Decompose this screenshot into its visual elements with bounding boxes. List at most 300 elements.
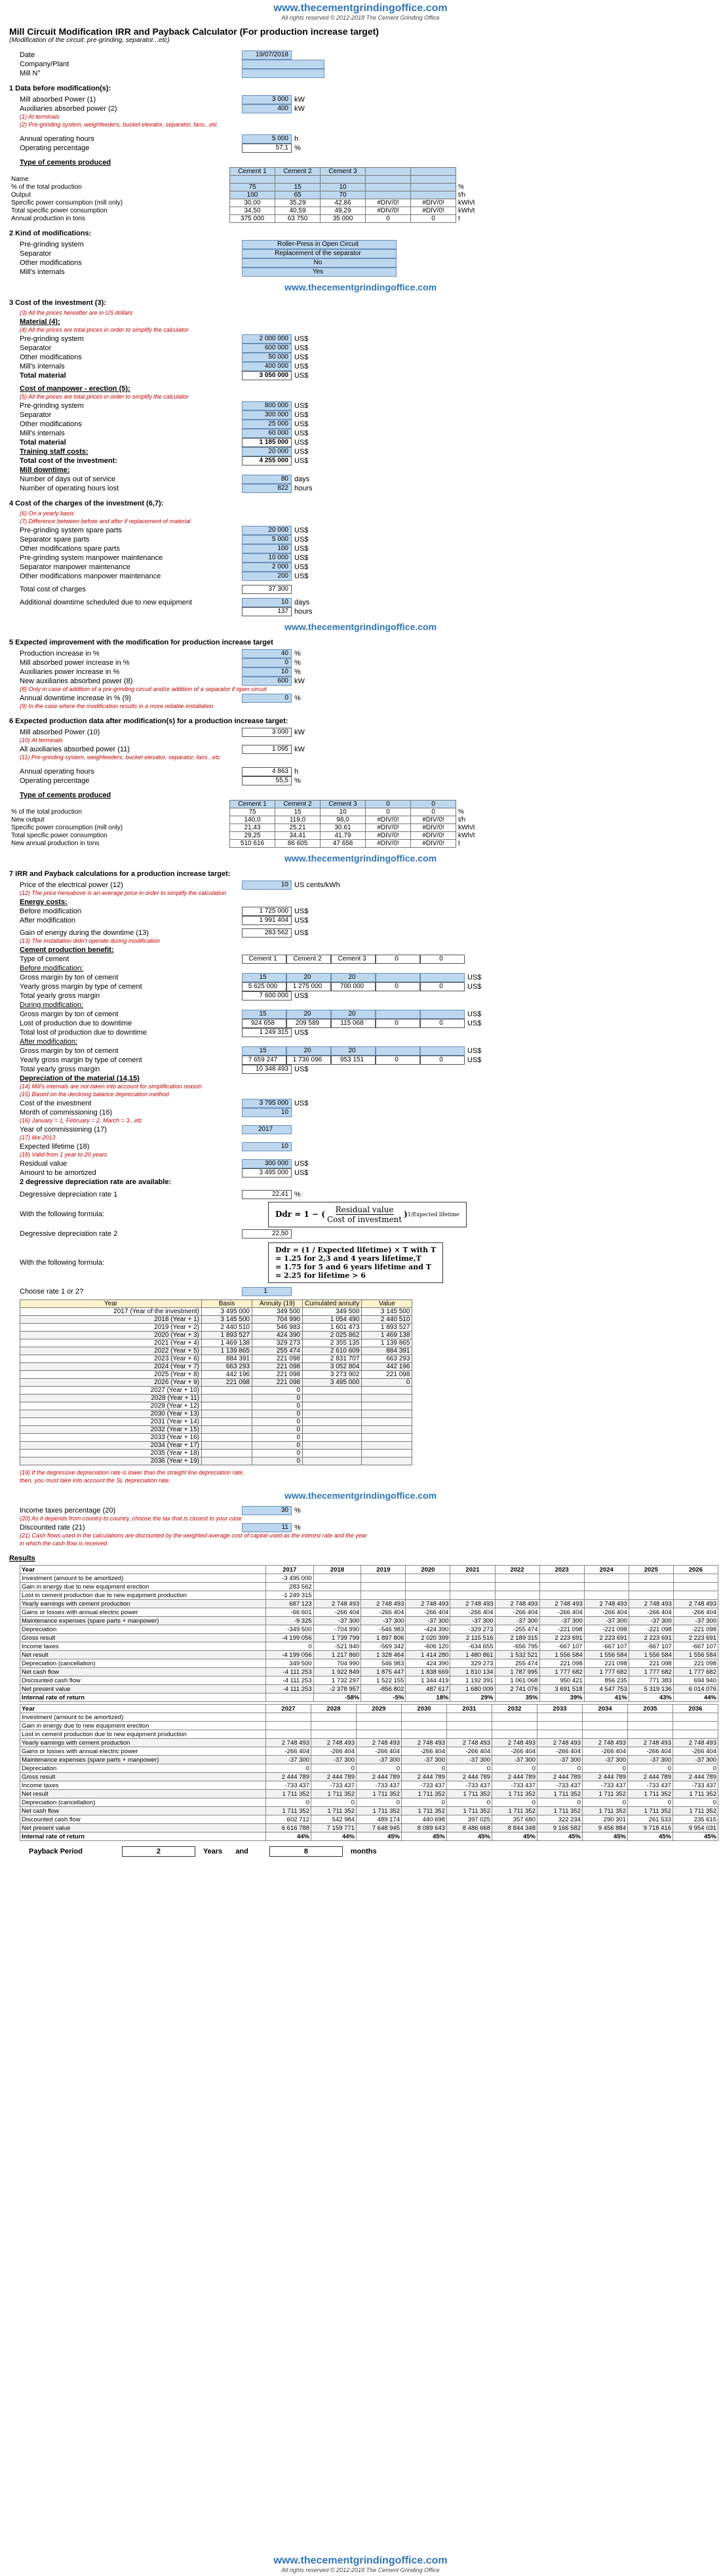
cell: 2 748 493: [406, 1600, 450, 1608]
row-label: Gross result: [20, 1634, 266, 1642]
value-input[interactable]: 5 000: [242, 535, 292, 544]
value-input[interactable]: 50 000: [242, 353, 292, 362]
note: (17) like 2013: [20, 1134, 56, 1141]
row-label: Gross result: [20, 1773, 266, 1781]
discount-input[interactable]: 11: [242, 1523, 292, 1532]
cell: 0: [366, 215, 411, 223]
info-input[interactable]: [242, 69, 324, 78]
price-input[interactable]: 10: [242, 881, 292, 890]
cell[interactable]: 75: [230, 184, 275, 191]
additional-downtime-input[interactable]: 10: [242, 598, 292, 607]
row-label: Depreciation (cancellation): [20, 1798, 266, 1807]
cell: [362, 1410, 412, 1418]
cell: 0: [402, 1764, 447, 1773]
label: Pre-grinding system: [20, 335, 84, 343]
cell[interactable]: 100: [230, 191, 275, 199]
cell: -37 300: [357, 1756, 402, 1764]
value-input[interactable]: 3 000: [242, 95, 292, 104]
results-table-2: [20, 1704, 718, 1841]
value-input[interactable]: 40: [242, 649, 292, 658]
cell: 0: [266, 1764, 311, 1773]
cell[interactable]: 20: [286, 973, 331, 982]
cell: 45%: [537, 1833, 583, 1841]
formula2-line: = 1.25 for 2,3 and 4 years lifetime,T: [275, 1254, 421, 1263]
cell: -266 404: [539, 1608, 584, 1617]
cell: 221 098: [202, 1379, 252, 1387]
site-link[interactable]: www.thecementgrindingoffice.com: [284, 622, 437, 632]
unit: US$: [294, 1169, 309, 1177]
cell: 953 151: [331, 1056, 376, 1065]
cell: 1 680 009: [450, 1685, 495, 1694]
cell: [266, 1694, 314, 1702]
cell[interactable]: 65: [275, 191, 321, 199]
cell: [303, 1402, 362, 1410]
page-title: Mill Circuit Modification IRR and Payback Calculator (For production increase target): [9, 26, 379, 37]
cell: 7 159 771: [311, 1824, 357, 1833]
cell: 2 748 493: [447, 1739, 492, 1747]
cpb-row: [9, 973, 721, 982]
cell: 397 025: [447, 1815, 492, 1824]
unit: US$: [294, 545, 309, 553]
cell: 2034: [583, 1705, 628, 1713]
header-cell: Cement 1: [230, 801, 275, 808]
label: Income taxes percentage (20): [20, 1507, 116, 1515]
site-link[interactable]: www.thecementgrindingoffice.com: [284, 853, 437, 863]
label: Degressive depreciation rate 2: [20, 1230, 118, 1238]
cell[interactable]: 70: [321, 191, 366, 199]
table-row: [20, 1798, 718, 1807]
downtime-increase-input[interactable]: 0: [242, 694, 292, 703]
cell[interactable]: [420, 1046, 465, 1056]
cell[interactable]: [366, 176, 411, 184]
site-link[interactable]: www.thecementgrindingoffice.com: [284, 1490, 437, 1501]
total-manpower-row: [9, 438, 721, 447]
cell: 1 556 584: [673, 1651, 718, 1659]
section-3: [9, 299, 721, 493]
label: Gain of energy during the downtime (13): [20, 929, 149, 937]
cell: [447, 1713, 492, 1722]
cell: 1 275 000: [286, 982, 331, 991]
cell: 1 810 134: [450, 1668, 495, 1676]
cell: -704 990: [313, 1625, 361, 1634]
modification-select[interactable]: Roller-Press in Open Circuit: [242, 240, 397, 249]
cell: 2033 (Year + 16): [20, 1434, 202, 1442]
cell[interactable]: [376, 1046, 420, 1056]
cell: -221 098: [539, 1625, 584, 1634]
unit: %: [294, 668, 301, 676]
cell: 2032 (Year + 15): [20, 1426, 202, 1434]
cell: [303, 1426, 362, 1434]
site-link[interactable]: www.thecementgrindingoffice.com: [284, 282, 437, 292]
input-row: [9, 484, 721, 493]
training-input[interactable]: 20 000: [242, 447, 292, 456]
cell: [673, 1722, 718, 1730]
cell[interactable]: 20: [286, 1046, 331, 1056]
cell: 3 691 518: [539, 1685, 584, 1694]
cell[interactable]: [420, 973, 465, 982]
value-input[interactable]: 60 000: [242, 429, 292, 438]
page-subtitle: (Modification of the circuit: pre-grinding, separator...etc): [9, 37, 170, 44]
cell[interactable]: [411, 184, 456, 191]
value-input[interactable]: 80: [242, 475, 292, 484]
value-input[interactable]: 200: [242, 572, 292, 581]
cell: -4 111 253: [266, 1676, 314, 1685]
value-input[interactable]: 822: [242, 484, 292, 493]
cell: [673, 1574, 718, 1583]
cell: 704 990: [313, 1659, 361, 1668]
cell: 0: [537, 1798, 583, 1807]
header-cell: [411, 168, 456, 176]
hours-after-row: [9, 767, 721, 776]
unit: US$: [294, 572, 309, 580]
value-input[interactable]: 2 000: [242, 563, 292, 572]
cell: [266, 1713, 311, 1722]
input-row: [9, 667, 721, 677]
hours-after-value: 4 863: [242, 767, 292, 776]
total-row: [9, 991, 721, 1001]
cell: [495, 1591, 539, 1600]
cell: [537, 1730, 583, 1739]
cell: 2 223 691: [673, 1634, 718, 1642]
unit: US$: [294, 439, 309, 446]
label: Price of the electrical power (12): [20, 881, 123, 889]
cell[interactable]: [376, 973, 420, 982]
cell: 0: [357, 1764, 402, 1773]
unit: h: [294, 135, 299, 143]
cell: [357, 1713, 402, 1722]
unit: %: [294, 144, 301, 152]
modification-select[interactable]: Yes: [242, 268, 397, 277]
cell: [537, 1722, 583, 1730]
table-row: [20, 1574, 718, 1583]
label: Total yearly gross margin: [20, 1065, 100, 1073]
label: Auxiliaries absorbed power (2): [20, 105, 117, 113]
note: (14) Mill's internals are not taken into account for simplification reason: [20, 1083, 202, 1090]
cell: 1 838 669: [406, 1668, 450, 1676]
cell: #DIV/0!: [366, 207, 411, 215]
cell[interactable]: [411, 176, 456, 184]
site-name[interactable]: www.thecementgrindingoffice.com: [273, 3, 448, 14]
value-input[interactable]: 100: [242, 544, 292, 553]
unit: %: [294, 650, 301, 658]
cell[interactable]: [230, 176, 275, 184]
cell: 2 444 789: [266, 1773, 311, 1781]
cell: [406, 1574, 450, 1583]
cell: 47 658: [321, 840, 366, 848]
cell: 2 748 493: [584, 1600, 629, 1608]
row-label: Investment (amount to be amortized): [20, 1574, 266, 1583]
cell: 0: [492, 1764, 537, 1773]
cell[interactable]: [366, 184, 411, 191]
cell[interactable]: [411, 191, 456, 199]
payback-row: [29, 1846, 721, 1857]
cell: -5%: [361, 1694, 406, 1702]
cell: 221 098: [252, 1355, 303, 1363]
value-input[interactable]: 10 000: [242, 553, 292, 563]
row-label: Net cash flow: [20, 1668, 266, 1676]
cell: 119,0: [275, 816, 321, 824]
unit: US$: [467, 983, 482, 991]
cell[interactable]: 15: [242, 1046, 286, 1056]
label: Total cost of the investment:: [20, 457, 117, 465]
cell: 45%: [357, 1833, 402, 1841]
row-label: Internal rate of return: [20, 1694, 266, 1702]
cell: 18%: [406, 1694, 450, 1702]
cell: -733 437: [628, 1781, 673, 1790]
label: During modification:: [20, 1001, 84, 1009]
info-input[interactable]: [242, 60, 324, 69]
value-input[interactable]: 25 000: [242, 420, 292, 429]
cell: [584, 1583, 629, 1591]
cell: 0: [252, 1387, 303, 1395]
cell: 21,43: [230, 824, 275, 832]
cell: 9 954 031: [673, 1824, 718, 1833]
cell: 0: [583, 1764, 628, 1773]
header-cell: Year: [20, 1300, 202, 1308]
input-row: [9, 572, 721, 581]
row-label: New output: [11, 816, 45, 823]
cell[interactable]: [321, 176, 366, 184]
cell: -1 249 315: [266, 1591, 314, 1600]
cell: [406, 1591, 450, 1600]
cell: -266 404: [628, 1747, 673, 1756]
value-input[interactable]: 20 000: [242, 526, 292, 535]
year-commissioning-input[interactable]: 2017: [242, 1125, 292, 1134]
modification-select[interactable]: Replacement of the separator: [242, 249, 397, 258]
cell: 9 166 582: [537, 1824, 583, 1833]
cell[interactable]: 15: [242, 1010, 286, 1019]
cell: 2 223 691: [584, 1634, 629, 1642]
cell: 1 522 155: [361, 1676, 406, 1685]
value-input[interactable]: 2 000 000: [242, 334, 292, 344]
input-row: [9, 526, 721, 535]
cell[interactable]: 20: [331, 1046, 376, 1056]
cell: 0: [537, 1764, 583, 1773]
cell: [628, 1713, 673, 1722]
row-label: Net present value: [20, 1685, 266, 1694]
table-row: [20, 1625, 718, 1634]
value-input[interactable]: 10: [242, 667, 292, 677]
cell[interactable]: 20: [331, 1010, 376, 1019]
cell: 2019: [361, 1566, 406, 1574]
cell: [202, 1457, 252, 1465]
training-row: [9, 447, 721, 456]
page-footer: [0, 2552, 721, 2573]
cell: 41,79: [321, 832, 366, 840]
cell: 1 922 849: [313, 1668, 361, 1676]
input-row: [9, 553, 721, 563]
cell: [539, 1583, 584, 1591]
cell: 2022 (Year + 5): [20, 1347, 202, 1355]
row-label: Internal rate of return: [20, 1833, 266, 1841]
cell: 1 875 447: [361, 1668, 406, 1676]
cell: 30,61: [321, 824, 366, 832]
label: New auxiliaries absorbed power (8): [20, 677, 133, 685]
cell: 5 319 136: [629, 1685, 673, 1694]
cell: #DIV/0!: [366, 816, 411, 824]
input-row: [9, 916, 721, 925]
cell: -221 098: [673, 1625, 718, 1634]
cell: #DIV/0!: [366, 840, 411, 848]
cell: -266 404: [406, 1608, 450, 1617]
value-input[interactable]: 800 000: [242, 401, 292, 410]
cell: 0: [411, 215, 456, 223]
info-input[interactable]: 19/07/2018: [242, 50, 292, 60]
additional-hours-value: 137: [242, 607, 292, 616]
value-input[interactable]: 300 000: [242, 410, 292, 420]
unit: %: [458, 808, 464, 816]
cell: 1 711 352: [673, 1807, 718, 1815]
cell: 15: [275, 808, 321, 816]
cell: 7 648 945: [357, 1824, 402, 1833]
value-display: 1 725 000: [242, 907, 292, 916]
cell: 2 748 493: [311, 1739, 357, 1747]
value-input[interactable]: 600: [242, 677, 292, 686]
unit: t/h: [458, 191, 466, 199]
cell: 221 098: [584, 1659, 629, 1668]
cell: 221 098: [252, 1363, 303, 1371]
label: Mill absorbed power increase in %: [20, 659, 130, 667]
cell: 1 414 280: [406, 1651, 450, 1659]
unit: US$: [294, 1160, 309, 1168]
cpb-row: [9, 1010, 721, 1019]
label: Mill's internals: [20, 268, 65, 276]
cell: [673, 1583, 718, 1591]
site-name-footer[interactable]: www.thecementgrindingoffice.com: [273, 2555, 448, 2566]
note: (13) The installation didn't operate during modification: [20, 938, 160, 944]
cell: 2 440 510: [202, 1324, 252, 1332]
cell: -266 404: [495, 1608, 539, 1617]
label: Gross margin by ton of cement: [20, 1047, 119, 1055]
table-row: [20, 1583, 718, 1591]
unit: t: [458, 840, 460, 847]
tax-section: [9, 1506, 721, 1548]
cell: 3 273 902: [303, 1371, 362, 1379]
cell: 349 500: [252, 1308, 303, 1316]
cell: -37 300: [628, 1756, 673, 1764]
cell: 442 196: [362, 1363, 412, 1371]
payback-label: Payback Period: [29, 1848, 83, 1855]
cell: 542 984: [311, 1815, 357, 1824]
perc-after-value: 55,5: [242, 776, 292, 785]
cell: -266 404: [492, 1747, 537, 1756]
cell: [313, 1591, 361, 1600]
cell[interactable]: 15: [275, 184, 321, 191]
cell: 2035: [628, 1705, 673, 1713]
label: Separator: [20, 411, 52, 419]
tax-input[interactable]: 30: [242, 1506, 292, 1515]
label: Annual operating hours: [20, 135, 94, 143]
cell: [402, 1713, 447, 1722]
header-cell: [366, 168, 411, 176]
cell[interactable]: 10: [321, 184, 366, 191]
note: in which the cash flow is received.: [20, 1540, 109, 1547]
cell: 0: [447, 1764, 492, 1773]
table-row: [20, 1824, 718, 1833]
unit: %: [294, 777, 301, 785]
cell: -266 404: [537, 1747, 583, 1756]
cell: 2 748 493: [361, 1600, 406, 1608]
cell: 329 273: [450, 1659, 495, 1668]
input-row: [9, 563, 721, 572]
value-input[interactable]: 0: [242, 658, 292, 667]
cell: 2 440 510: [362, 1316, 412, 1324]
row-label: Gains or losses with annual electric power: [20, 1747, 266, 1756]
cell: [584, 1574, 629, 1583]
cell[interactable]: [420, 1010, 465, 1019]
label: Before modification: [20, 907, 82, 915]
table-row: [20, 1730, 718, 1739]
cell: 1 469 138: [362, 1332, 412, 1339]
residual-input[interactable]: 300 000: [242, 1159, 292, 1168]
cell: 221 098: [362, 1371, 412, 1379]
note: (20) As it depends from country to country, choose the tax that is closest to your case: [20, 1515, 242, 1522]
cell[interactable]: 15: [242, 973, 286, 982]
cell[interactable]: [376, 1010, 420, 1019]
cell: 856 235: [584, 1676, 629, 1685]
cell: 75: [230, 808, 275, 816]
value-input[interactable]: 600 000: [242, 344, 292, 353]
cell: 44%: [266, 1833, 311, 1841]
lifetime-input[interactable]: 10: [242, 1142, 292, 1151]
cell: [402, 1722, 447, 1730]
cell: 424 390: [406, 1659, 450, 1668]
value-input[interactable]: 400: [242, 104, 292, 113]
cell: 2 223 691: [539, 1634, 584, 1642]
cell: -37 300: [402, 1756, 447, 1764]
input-row: [9, 475, 721, 484]
cell: [202, 1426, 252, 1434]
annual-hours-input[interactable]: 5 000: [242, 134, 292, 144]
cell: 45%: [583, 1833, 628, 1841]
header-cell: 0: [366, 801, 411, 808]
cell: 2 831 707: [303, 1355, 362, 1363]
cell: -266 404: [357, 1747, 402, 1756]
label: Date: [20, 51, 35, 59]
label: Total cost of charges: [20, 585, 86, 593]
cell: 2 748 493: [583, 1739, 628, 1747]
section-4-title: 4 Cost of the charges of the investment (6,7):: [9, 500, 164, 507]
cell: 322 234: [537, 1815, 583, 1824]
value-input[interactable]: 400 000: [242, 362, 292, 371]
cell: -4 199 056: [266, 1634, 314, 1642]
cell: 0: [628, 1798, 673, 1807]
cell[interactable]: 20: [286, 1010, 331, 1019]
cell: #DIV/0!: [411, 840, 456, 848]
cell: 29,25: [230, 832, 275, 840]
additional-hours-row: [9, 607, 721, 616]
value-input[interactable]: 3 795 000: [242, 1099, 292, 1108]
input-row: [9, 353, 721, 362]
cell[interactable]: [366, 191, 411, 199]
choose-rate-input[interactable]: 1: [242, 1287, 292, 1296]
cell[interactable]: 20: [331, 973, 376, 982]
row-label: Net result: [20, 1651, 266, 1659]
label: Annual downtime increase in % (9): [20, 694, 131, 702]
cell[interactable]: [275, 176, 321, 184]
cell: -37 300: [450, 1617, 495, 1625]
label: Type of cements produced: [20, 159, 111, 167]
label: Total material: [20, 439, 66, 446]
cell: 1 192 391: [450, 1676, 495, 1685]
header-cell: Cumulated annuity: [303, 1300, 362, 1308]
modification-select[interactable]: No: [242, 258, 397, 268]
cell: [629, 1591, 673, 1600]
table-row: [20, 1790, 718, 1798]
header-cell: Value: [362, 1300, 412, 1308]
cell: 10: [321, 808, 366, 816]
value-input[interactable]: 10: [242, 1108, 292, 1117]
